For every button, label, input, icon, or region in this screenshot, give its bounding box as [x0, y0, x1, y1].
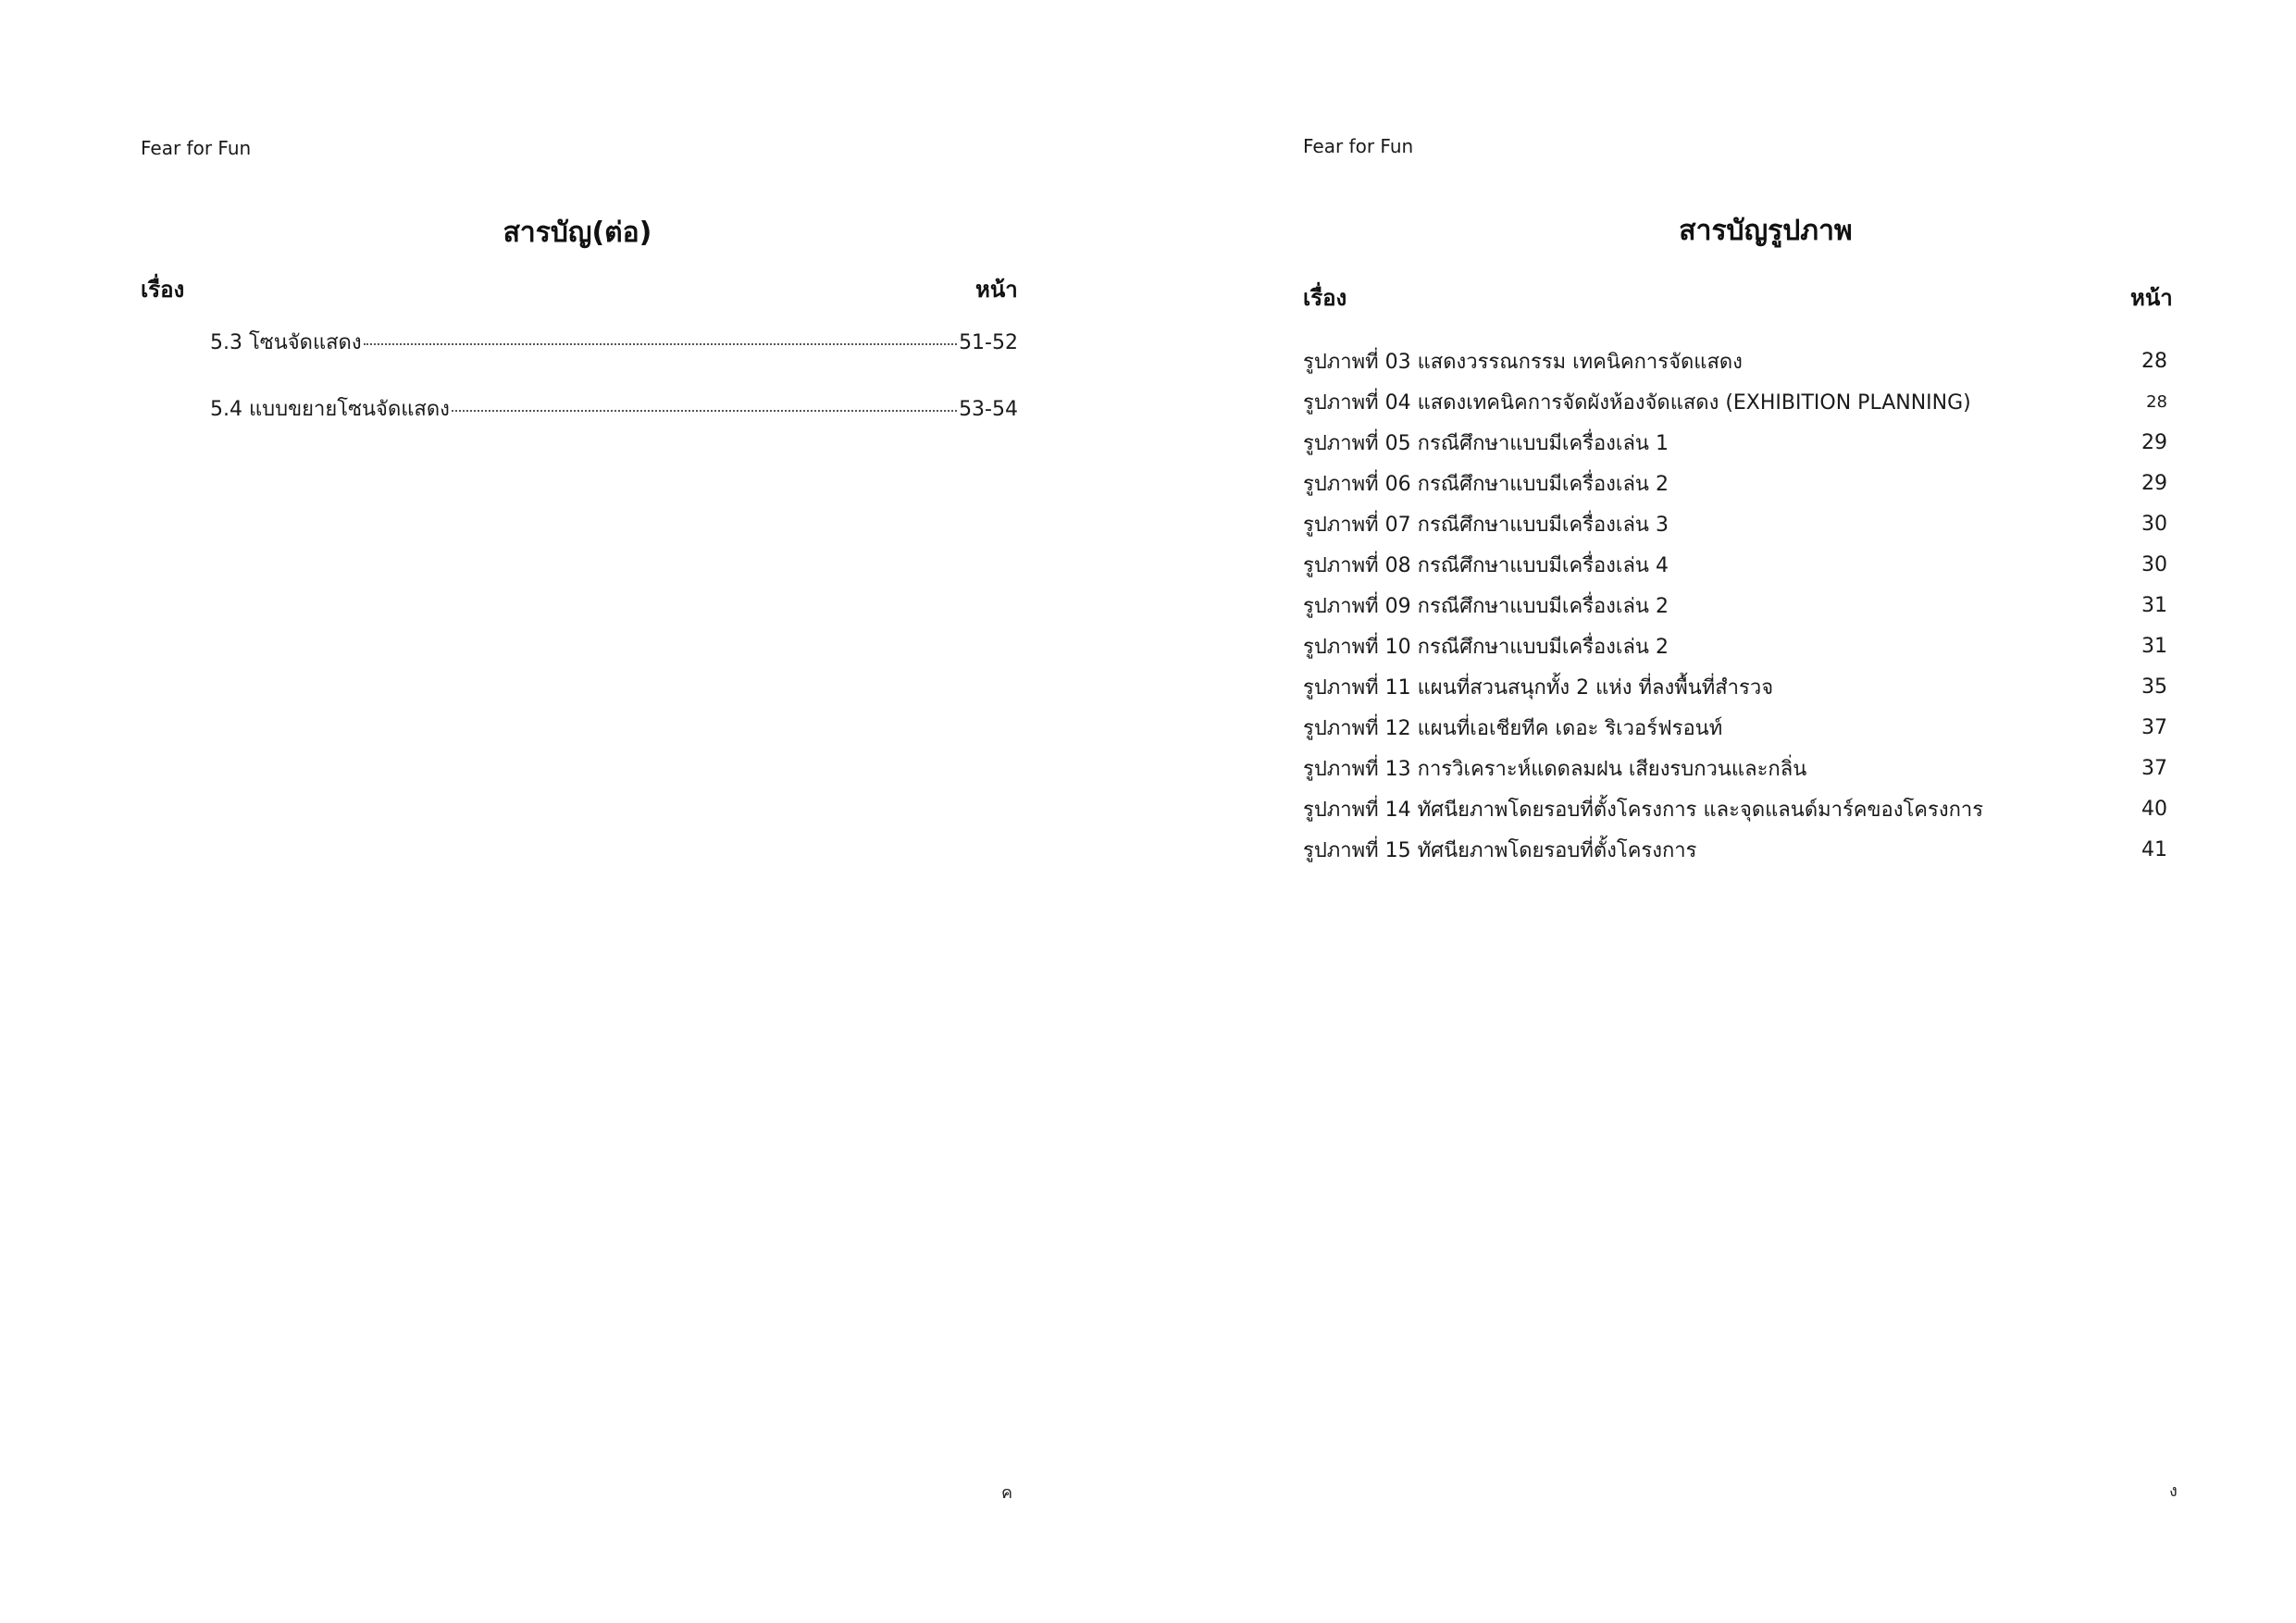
figure-list [1303, 341, 2296, 870]
left-col-topic-heading: เรื่อง [141, 277, 185, 303]
figure-entry-page: 28 [2141, 349, 2167, 373]
figure-entry-label: รูปภาพที่ 05 กรณีศึกษาแบบมีเครื่องเล่น 1 [1303, 431, 1669, 455]
figure-entry[interactable] [1303, 707, 2296, 748]
figure-entry[interactable] [1303, 341, 2296, 381]
figure-entry-page: 31 [2141, 634, 2167, 658]
figure-entry[interactable] [1303, 422, 2296, 463]
figure-entry[interactable] [1303, 829, 2296, 870]
toc-entry-label: 5.4 แบบขยายโซนจัดแสดง [210, 398, 450, 421]
figure-entry-page: 35 [2141, 675, 2167, 699]
figure-entry[interactable] [1303, 585, 2296, 626]
toc-entry-page: 51-52 [959, 331, 1018, 354]
toc-entry[interactable] [210, 326, 1018, 357]
left-running-header: Fear for Fun [141, 137, 252, 159]
figure-entry[interactable] [1303, 666, 2296, 707]
figure-entry[interactable] [1303, 503, 2296, 544]
toc-leader-dots [452, 410, 957, 412]
figure-entry-page: 37 [2141, 715, 2167, 739]
right-page [1148, 0, 2296, 1623]
figure-entry-label: รูปภาพที่ 13 การวิเคราะห์แดดลมฝน เสียงรบกวนและกลิ่น [1303, 757, 1807, 781]
toc-entry-page: 53-54 [959, 398, 1018, 421]
right-page-title: สารบัญรูปภาพ [1679, 215, 1853, 247]
figure-entry-page: 29 [2141, 471, 2167, 495]
figure-entry-page: 29 [2141, 430, 2167, 454]
figure-entry[interactable] [1303, 788, 2296, 829]
toc-entry-label: 5.3 โซนจัดแสดง [210, 331, 362, 354]
figure-entry-label: รูปภาพที่ 04 แสดงเทคนิคการจัดผังห้องจัดแสดง (EXHIBITION PLANNING) [1303, 390, 1971, 415]
figure-entry[interactable] [1303, 544, 2296, 585]
figure-entry-label: รูปภาพที่ 12 แผนที่เอเชียทีค เดอะ ริเวอร์ฟรอนท์ [1303, 716, 1723, 740]
figure-entry-label: รูปภาพที่ 08 กรณีศึกษาแบบมีเครื่องเล่น 4 [1303, 553, 1669, 577]
figure-entry-page: 41 [2141, 837, 2167, 861]
right-page-number: ง [2169, 1481, 2178, 1501]
figure-entry[interactable] [1303, 748, 2296, 788]
figure-entry-page: 30 [2141, 552, 2167, 576]
figure-entry-label: รูปภาพที่ 15 ทัศนียภาพโดยรอบที่ตั้งโครงการ [1303, 838, 1697, 862]
figure-entry-page: 37 [2141, 756, 2167, 780]
figure-entry-page: 31 [2141, 593, 2167, 617]
figure-entry-page: 30 [2141, 512, 2167, 536]
figure-entry-page: 40 [2141, 797, 2167, 821]
figure-entry-page: 28 [2146, 391, 2167, 412]
figure-entry-label: รูปภาพที่ 09 กรณีศึกษาแบบมีเครื่องเล่น 2 [1303, 594, 1669, 618]
right-col-topic-heading: เรื่อง [1303, 285, 1347, 311]
figure-entry-label: รูปภาพที่ 06 กรณีศึกษาแบบมีเครื่องเล่น 2 [1303, 472, 1669, 496]
figure-entry[interactable] [1303, 626, 2296, 666]
left-page-title: สารบัญ(ต่อ) [503, 217, 652, 249]
figure-entry-label: รูปภาพที่ 10 กรณีศึกษาแบบมีเครื่องเล่น 2 [1303, 635, 1669, 659]
left-page-number: ค [1001, 1483, 1013, 1503]
figure-entry[interactable] [1303, 381, 2296, 422]
figure-entry-label: รูปภาพที่ 14 ทัศนียภาพโดยรอบที่ตั้งโครงการ และจุดแลนด์มาร์คของโครงการ [1303, 798, 1984, 822]
figure-entry-label: รูปภาพที่ 03 แสดงวรรณกรรม เทคนิคการจัดแสดง [1303, 350, 1743, 374]
left-col-page-heading: หน้า [975, 277, 1018, 303]
right-col-page-heading: หน้า [2130, 285, 2173, 311]
figure-entry-label: รูปภาพที่ 07 กรณีศึกษาแบบมีเครื่องเล่น 3 [1303, 513, 1669, 537]
toc-leader-dots [364, 343, 957, 345]
figure-entry[interactable] [1303, 463, 2296, 503]
right-running-header: Fear for Fun [1303, 135, 1414, 157]
toc-entry[interactable] [210, 392, 1018, 424]
figure-entry-label: รูปภาพที่ 11 แผนที่สวนสนุกทั้ง 2 แห่ง ที่ลงพื้นที่สำรวจ [1303, 675, 1774, 700]
